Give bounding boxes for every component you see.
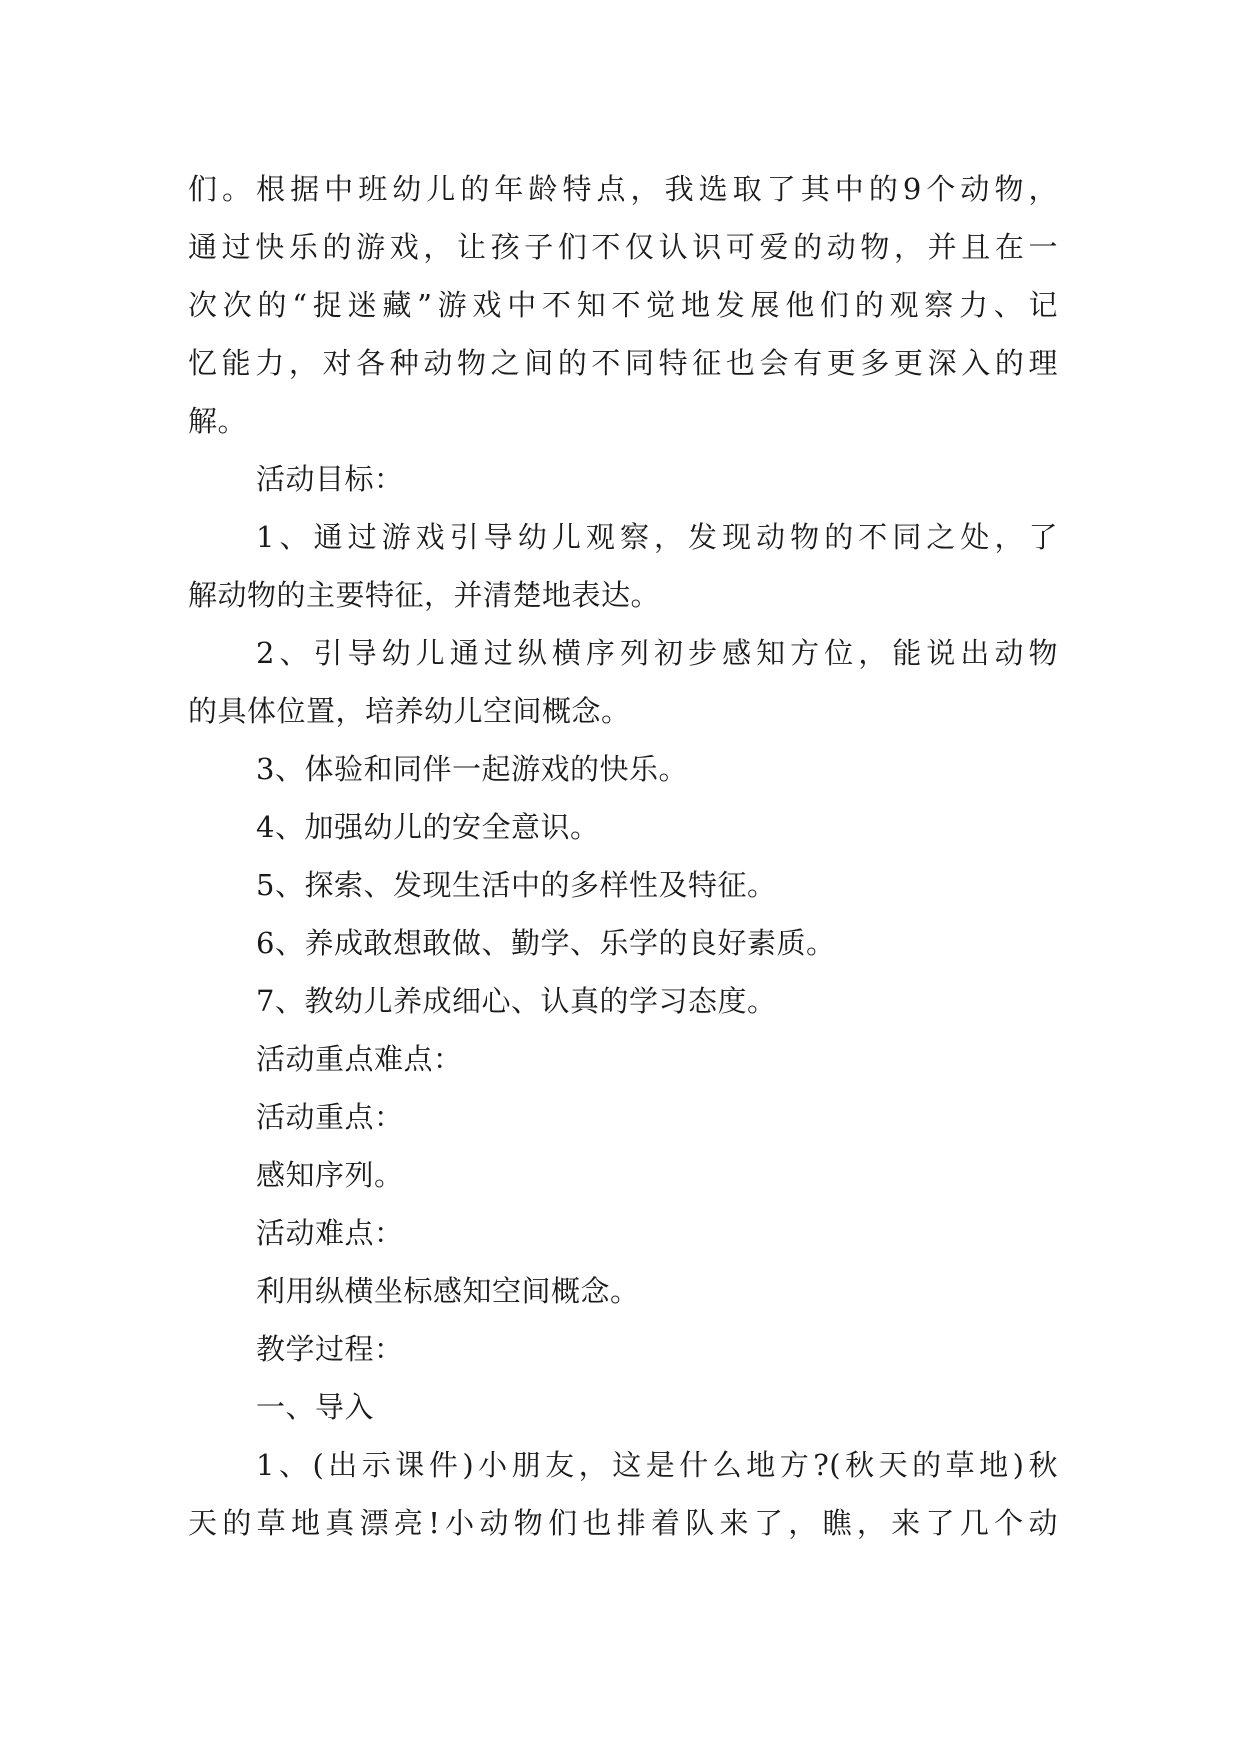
text-line: 解。 [188,404,248,438]
focus-text: 感知序列。 [256,1158,404,1192]
text-line: 通过快乐的游戏，让孩子们不仅认识可爱的动物，并且在一 [188,230,1058,264]
section-heading-key-points: 活动重点难点： [256,1042,463,1076]
process-item-1-continued: 天的草地真漂亮!小动物们也排着队来了，瞧，来了几个动 [188,1506,1058,1540]
process-item-1: 1、(出示课件)小朋友，这是什么地方?(秋天的草地)秋 [256,1448,1058,1482]
text-line: 次次的“捉迷藏”游戏中不知不觉地发展他们的观察力、记 [188,288,1058,322]
goal-item-7: 7、教幼儿养成细心、认真的学习态度。 [256,984,777,1018]
text-line: 忆能力，对各种动物之间的不同特征也会有更多更深入的理 [188,346,1058,380]
subheading-focus: 活动重点： [256,1100,404,1134]
text-line: 们。根据中班幼儿的年龄特点，我选取了其中的9个动物， [188,172,1058,206]
document-body [188,160,1058,1552]
goal-item-2-continued: 的具体位置，培养幼儿空间概念。 [188,694,631,728]
difficulty-text: 利用纵横坐标感知空间概念。 [256,1274,640,1308]
goal-item-4: 4、加强幼儿的安全意识。 [256,810,600,844]
goal-item-6: 6、养成敢想敢做、勤学、乐学的良好素质。 [256,926,836,960]
section-heading-process: 教学过程： [256,1332,404,1366]
goal-item-5: 5、探索、发现生活中的多样性及特征。 [256,868,777,902]
goal-item-1: 1、通过游戏引导幼儿观察，发现动物的不同之处，了 [256,520,1058,554]
goal-item-3: 3、体验和同伴一起游戏的快乐。 [256,752,688,786]
section-heading-goals: 活动目标： [256,462,404,496]
goal-item-1-continued: 解动物的主要特征，并清楚地表达。 [188,578,661,612]
subheading-difficulty: 活动难点： [256,1216,404,1250]
goal-item-2: 2、引导幼儿通过纵横序列初步感知方位，能说出动物 [256,636,1058,670]
process-step-heading: 一、导入 [256,1390,375,1424]
